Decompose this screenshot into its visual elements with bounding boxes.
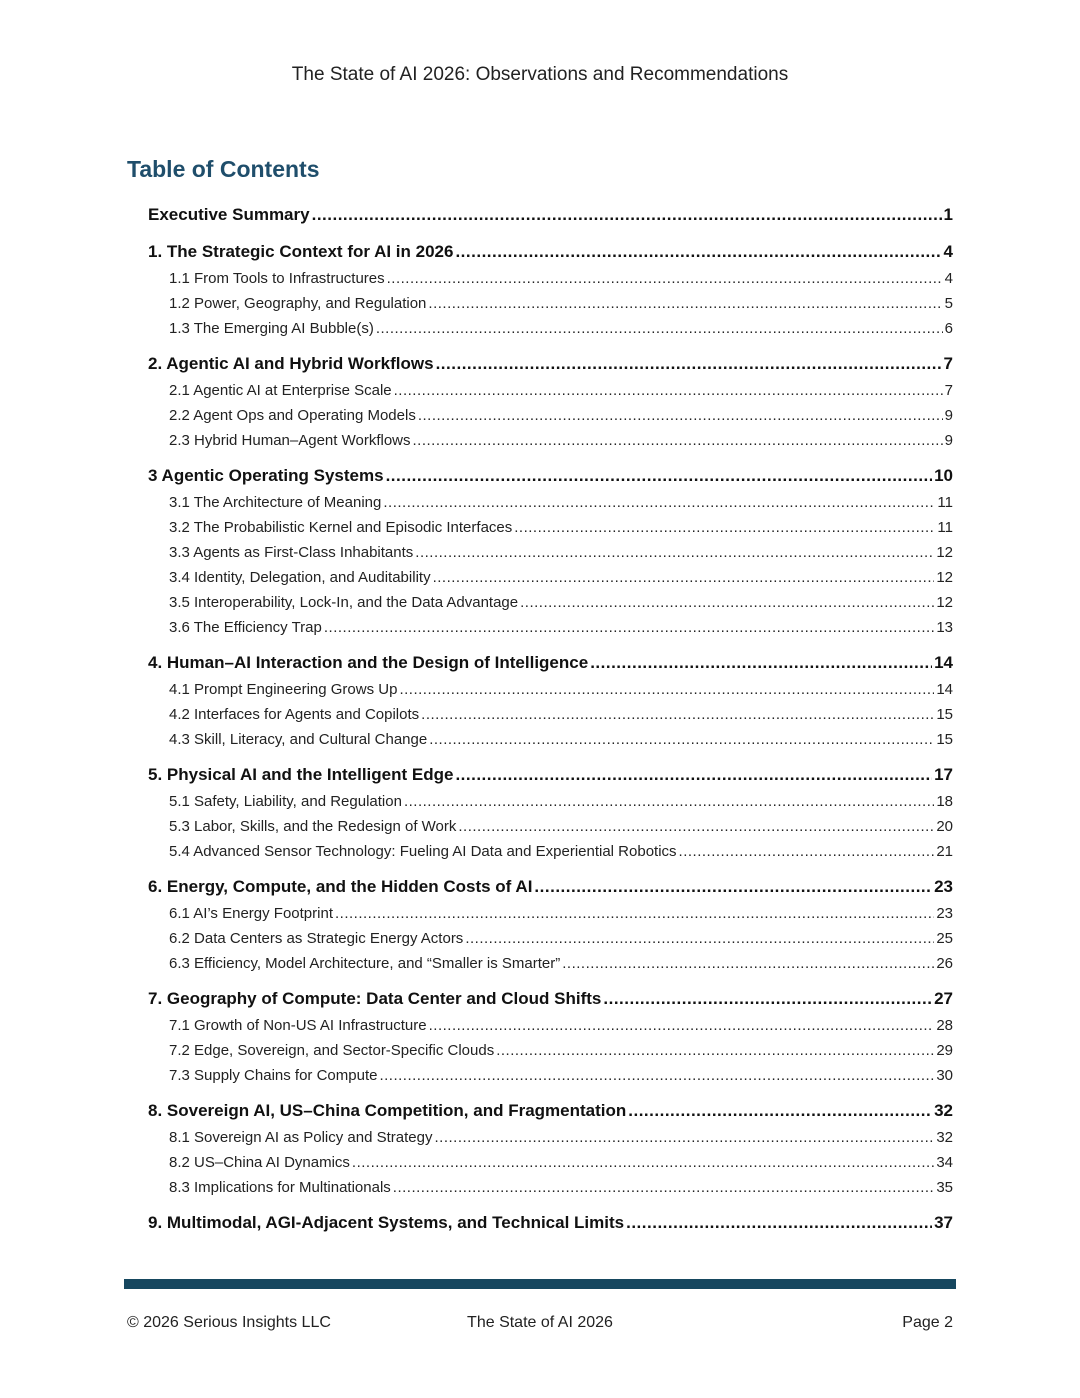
toc-entry-page: 26 bbox=[936, 955, 953, 972]
toc-subsection-entry[interactable] bbox=[148, 565, 953, 590]
toc-entry-page: 27 bbox=[934, 989, 953, 1008]
toc-entry-page: 9 bbox=[944, 432, 953, 449]
footer-copyright: © 2026 Serious Insights LLC bbox=[127, 1314, 331, 1331]
toc-entry-page: 17 bbox=[934, 765, 953, 784]
toc-entry-label: 8.2 US–China AI Dynamics bbox=[169, 1154, 350, 1171]
toc-subsection-entry[interactable] bbox=[148, 702, 953, 727]
dot-leader bbox=[534, 872, 932, 901]
toc-subsection-entry[interactable] bbox=[148, 1063, 953, 1088]
toc-entry-label: 2.3 Hybrid Human–Agent Workflows bbox=[169, 432, 411, 449]
toc-subsection-entry[interactable] bbox=[148, 266, 953, 291]
toc-subsection-entry[interactable] bbox=[148, 490, 953, 515]
toc-entry-label: 1. The Strategic Context for AI in 2026 bbox=[148, 242, 454, 261]
dot-leader bbox=[435, 1125, 935, 1150]
toc-entry-page: 7 bbox=[944, 382, 953, 399]
dot-leader bbox=[387, 266, 943, 291]
toc-entry-label: 4. Human–AI Interaction and the Design of Intelligence bbox=[148, 653, 589, 672]
toc-entry-label: 2. Agentic AI and Hybrid Workflows bbox=[148, 354, 434, 373]
toc-section-entry[interactable] bbox=[148, 648, 953, 677]
toc-subsection-entry[interactable] bbox=[148, 789, 953, 814]
toc-section-entry[interactable] bbox=[148, 461, 953, 490]
page-header: The State of AI 2026: Observations and Recommendations bbox=[291, 64, 789, 85]
toc-section-entry[interactable] bbox=[148, 760, 953, 789]
dot-leader bbox=[428, 291, 942, 316]
dot-leader bbox=[562, 951, 934, 976]
toc-entry-label: 7. Geography of Compute: Data Center and Cloud Shifts bbox=[148, 989, 602, 1008]
dot-leader bbox=[393, 1175, 935, 1200]
toc-entry-label: 6.3 Efficiency, Model Architecture, and “Smaller is Smarter” bbox=[169, 955, 561, 972]
toc-entry-page: 5 bbox=[944, 295, 953, 312]
dot-leader bbox=[465, 926, 934, 951]
toc-subsection-entry[interactable] bbox=[148, 540, 953, 565]
footer-doc-title: The State of AI 2026 bbox=[467, 1314, 613, 1331]
toc-subsection-entry[interactable] bbox=[148, 727, 953, 752]
toc-section-entry[interactable] bbox=[148, 1096, 953, 1125]
toc-subsection-entry[interactable] bbox=[148, 428, 953, 453]
toc-entry-page: 35 bbox=[936, 1179, 953, 1196]
toc-subsection-entry[interactable] bbox=[148, 926, 953, 951]
toc-entry-page: 25 bbox=[936, 930, 953, 947]
dot-leader bbox=[352, 1150, 934, 1175]
toc-subsection-entry[interactable] bbox=[148, 378, 953, 403]
toc-entry-label: 4.3 Skill, Literacy, and Cultural Change bbox=[169, 731, 428, 748]
table-of-contents bbox=[148, 200, 953, 1245]
dot-leader bbox=[496, 1038, 934, 1063]
toc-subsection-entry[interactable] bbox=[148, 403, 953, 428]
toc-section bbox=[148, 648, 953, 752]
toc-entry-label: 1.2 Power, Geography, and Regulation bbox=[169, 295, 427, 312]
dot-leader bbox=[433, 565, 935, 590]
toc-entry-page: 29 bbox=[936, 1042, 953, 1059]
toc-entry-page: 4 bbox=[944, 270, 953, 287]
toc-entry-label: 8.3 Implications for Multinationals bbox=[169, 1179, 391, 1196]
toc-title: Table of Contents bbox=[127, 156, 320, 182]
dot-leader bbox=[379, 1063, 934, 1088]
toc-section bbox=[148, 760, 953, 864]
toc-subsection-entry[interactable] bbox=[148, 515, 953, 540]
toc-section bbox=[148, 872, 953, 976]
dot-leader bbox=[376, 316, 943, 341]
dot-leader bbox=[386, 461, 933, 490]
toc-subsection-entry[interactable] bbox=[148, 615, 953, 640]
toc-entry-label: 8.1 Sovereign AI as Policy and Strategy bbox=[169, 1129, 433, 1146]
toc-entry-page: 18 bbox=[936, 793, 953, 810]
toc-subsection-entry[interactable] bbox=[148, 1038, 953, 1063]
toc-entry-label: 3.5 Interoperability, Lock-In, and the Data Advantage bbox=[169, 594, 519, 611]
toc-entry-page: 34 bbox=[936, 1154, 953, 1171]
toc-entry-page: 21 bbox=[936, 843, 953, 860]
dot-leader bbox=[383, 490, 935, 515]
toc-entry-label: 3.4 Identity, Delegation, and Auditability bbox=[169, 569, 431, 586]
toc-entry-page: 20 bbox=[936, 818, 953, 835]
toc-subsection-entry[interactable] bbox=[148, 316, 953, 341]
toc-entry-label: 5.4 Advanced Sensor Technology: Fueling AI Data and Experiential Robotics bbox=[169, 843, 677, 860]
toc-section-entry[interactable] bbox=[148, 349, 953, 378]
dot-leader bbox=[455, 237, 941, 266]
toc-section-entry[interactable] bbox=[148, 200, 953, 229]
toc-entry-label: 7.2 Edge, Sovereign, and Sector-Specific Clouds bbox=[169, 1042, 495, 1059]
toc-subsection-entry[interactable] bbox=[148, 901, 953, 926]
toc-entry-page: 4 bbox=[943, 242, 953, 261]
toc-entry-label: 3.2 The Probabilistic Kernel and Episodic Interfaces bbox=[169, 519, 513, 536]
dot-leader bbox=[520, 590, 934, 615]
toc-subsection-entry[interactable] bbox=[148, 1175, 953, 1200]
toc-section-entry[interactable] bbox=[148, 984, 953, 1013]
toc-entry-label: 5.3 Labor, Skills, and the Redesign of Work bbox=[169, 818, 457, 835]
toc-subsection-entry[interactable] bbox=[148, 1150, 953, 1175]
dot-leader bbox=[458, 814, 934, 839]
toc-entry-label: 3.1 The Architecture of Meaning bbox=[169, 494, 382, 511]
toc-entry-label: 3.3 Agents as First-Class Inhabitants bbox=[169, 544, 414, 561]
toc-entry-page: 12 bbox=[936, 594, 953, 611]
toc-entry-label: Executive Summary bbox=[148, 205, 310, 224]
toc-entry-label: 5.1 Safety, Liability, and Regulation bbox=[169, 793, 402, 810]
toc-entry-page: 7 bbox=[943, 354, 953, 373]
toc-entry-label: 1.3 The Emerging AI Bubble(s) bbox=[169, 320, 374, 337]
toc-entry-page: 37 bbox=[934, 1213, 953, 1232]
dot-leader bbox=[335, 901, 934, 926]
toc-entry-page: 9 bbox=[944, 407, 953, 424]
toc-entry-page: 30 bbox=[936, 1067, 953, 1084]
dot-leader bbox=[603, 984, 932, 1013]
toc-section bbox=[148, 200, 953, 229]
toc-subsection-entry[interactable] bbox=[148, 1125, 953, 1150]
toc-section-entry[interactable] bbox=[148, 237, 953, 266]
toc-entry-page: 12 bbox=[936, 569, 953, 586]
dot-leader bbox=[590, 648, 932, 677]
dot-leader bbox=[514, 515, 935, 540]
toc-entry-page: 15 bbox=[936, 731, 953, 748]
footer-divider bbox=[124, 1279, 956, 1289]
toc-entry-page: 28 bbox=[936, 1017, 953, 1034]
toc-entry-label: 6.2 Data Centers as Strategic Energy Actors bbox=[169, 930, 464, 947]
dot-leader bbox=[324, 615, 934, 640]
toc-entry-label: 5. Physical AI and the Intelligent Edge bbox=[148, 765, 454, 784]
toc-section-entry[interactable] bbox=[148, 1208, 953, 1237]
toc-entry-page: 14 bbox=[934, 653, 953, 672]
toc-section bbox=[148, 461, 953, 640]
toc-section-entry[interactable] bbox=[148, 872, 953, 901]
toc-entry-label: 7.1 Growth of Non-US AI Infrastructure bbox=[169, 1017, 427, 1034]
dot-leader bbox=[429, 727, 934, 752]
toc-entry-label: 6. Energy, Compute, and the Hidden Costs of AI bbox=[148, 877, 533, 896]
toc-subsection-entry[interactable] bbox=[148, 291, 953, 316]
dot-leader bbox=[415, 540, 934, 565]
toc-section bbox=[148, 349, 953, 453]
dot-leader bbox=[394, 378, 943, 403]
toc-section bbox=[148, 237, 953, 341]
toc-entry-label: 9. Multimodal, AGI-Adjacent Systems, and Technical Limits bbox=[148, 1213, 625, 1232]
toc-section bbox=[148, 984, 953, 1088]
toc-subsection-entry[interactable] bbox=[148, 1013, 953, 1038]
toc-entry-label: 7.3 Supply Chains for Compute bbox=[169, 1067, 378, 1084]
toc-entry-page: 6 bbox=[944, 320, 953, 337]
toc-entry-page: 23 bbox=[936, 905, 953, 922]
toc-subsection-entry[interactable] bbox=[148, 677, 953, 702]
dot-leader bbox=[404, 789, 934, 814]
toc-entry-page: 11 bbox=[937, 519, 953, 536]
dot-leader bbox=[312, 200, 942, 229]
toc-entry-page: 32 bbox=[934, 1101, 953, 1120]
dot-leader bbox=[628, 1096, 932, 1125]
dot-leader bbox=[421, 702, 934, 727]
dot-leader bbox=[413, 428, 943, 453]
footer-page-number: Page 2 bbox=[902, 1314, 953, 1331]
dot-leader bbox=[455, 760, 932, 789]
toc-entry-page: 32 bbox=[936, 1129, 953, 1146]
dot-leader bbox=[679, 839, 935, 864]
toc-entry-page: 15 bbox=[936, 706, 953, 723]
dot-leader bbox=[418, 403, 943, 428]
toc-entry-label: 1.1 From Tools to Infrastructures bbox=[169, 270, 385, 287]
toc-subsection-entry[interactable] bbox=[148, 839, 953, 864]
toc-entry-label: 6.1 AI’s Energy Footprint bbox=[169, 905, 333, 922]
dot-leader bbox=[626, 1208, 932, 1237]
toc-entry-page: 13 bbox=[936, 619, 953, 636]
toc-subsection-entry[interactable] bbox=[148, 951, 953, 976]
toc-section bbox=[148, 1208, 953, 1237]
toc-entry-page: 10 bbox=[934, 466, 953, 485]
dot-leader bbox=[429, 1013, 935, 1038]
dot-leader bbox=[399, 677, 934, 702]
toc-entry-label: 2.1 Agentic AI at Enterprise Scale bbox=[169, 382, 392, 399]
toc-subsection-entry[interactable] bbox=[148, 590, 953, 615]
toc-entry-page: 1 bbox=[943, 205, 953, 224]
toc-entry-page: 12 bbox=[936, 544, 953, 561]
toc-entry-label: 4.2 Interfaces for Agents and Copilots bbox=[169, 706, 420, 723]
toc-subsection-entry[interactable] bbox=[148, 814, 953, 839]
toc-entry-page: 14 bbox=[936, 681, 953, 698]
toc-entry-page: 11 bbox=[937, 494, 953, 511]
toc-entry-page: 23 bbox=[934, 877, 953, 896]
toc-entry-label: 4.1 Prompt Engineering Grows Up bbox=[169, 681, 398, 698]
toc-entry-label: 8. Sovereign AI, US–China Competition, and Fragmentation bbox=[148, 1101, 627, 1120]
toc-section bbox=[148, 1096, 953, 1200]
toc-entry-label: 2.2 Agent Ops and Operating Models bbox=[169, 407, 416, 424]
dot-leader bbox=[436, 349, 942, 378]
toc-entry-label: 3.6 The Efficiency Trap bbox=[169, 619, 322, 636]
toc-entry-label: 3 Agentic Operating Systems bbox=[148, 466, 384, 485]
